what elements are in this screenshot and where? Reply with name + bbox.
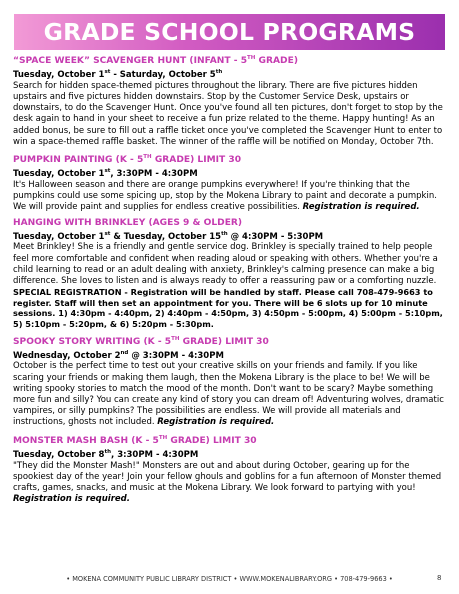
program-title: MONSTER MASH BASH (K - 5TH GRADE) LIMIT 30: [13, 434, 257, 446]
page-number: 8: [437, 574, 442, 582]
program-title: HANGING WITH BRINKLEY (AGES 9 & OLDER): [13, 217, 243, 228]
program-date: Tuesday, October 8th, 3:30PM - 4:30PM: [13, 448, 199, 460]
program-title: PUMPKIN PAINTING (K - 5TH GRADE) LIMIT 30: [13, 154, 242, 166]
footer-contact: • MOKENA COMMUNITY PUBLIC LIBRARY DISTRICT • WWW.MOKENALIBRARY.ORG • 708-479-9663 •: [66, 575, 393, 583]
registration-note: Registration is required.: [302, 202, 420, 213]
program-spooky-story: [13, 334, 445, 429]
programs-list: [13, 53, 445, 509]
program-description: Search for hidden space-themed pictures throughout the library. There are five pictures hidden upstairs and five pictures hidden downstairs. Stop by the Customer Service Desk, upstairs or downstairs, to do the Scavenger Hunt. Once you've found all ten pictures, don't forget to stop by the desk again to hand in your sheet to receive a fun prize related to the theme. Happy hunting! As an added bonus, be sure to fill out a raffle ticket once you've completed the Scavenger Hunt to enter to win a space-themed raffle basket. The winner of the raffle will be notified on Monday, October 7th.: [13, 80, 443, 147]
program-title: “SPACE WEEK” SCAVENGER HUNT (INFANT - 5TH GRADE): [13, 55, 298, 67]
program-date: Tuesday, October 1st - Saturday, October 5th: [13, 69, 223, 80]
program-date: Wednesday, October 2nd @ 3:30PM - 4:30PM: [13, 349, 224, 361]
program-pumpkin-painting: [13, 152, 445, 213]
program-description: October is the perfect time to test out your creative skills on your friends and family. If you like scaring your friends or making them laugh, then the Mokena Library is the place to be! We will be writing spooky stories to match the mood of the month. Don't want to be scary? Maybe something more fun and silly? You can create any kind of story you can dream of! Adventuring wolves, dramatic vampires, or silly pumpkins? The possibilities are endless. We will provide all materials and instructions, ghosts not included. Registration is required.: [13, 361, 444, 428]
program-space-week: [13, 53, 445, 148]
registration-note: Registration is required.: [157, 417, 275, 428]
special-registration-note: SPECIAL REGISTRATION - Registration will be handled by staff. Please call 708-479-9663 to register. Staff will then set an appointment for you. There will be 6 slots up for 10 minute sessions. 1) 4:30pm - 4:40pm, 2) 4:40pm - 4:50pm, 3) 4:50pm - 5:00pm, 4) 5:00pm - 5:10pm, 5) 5:10pm - 5:20pm, & 6) 5:20pm - 5:30pm.: [13, 287, 443, 329]
program-monster-mash: [13, 433, 445, 506]
header-banner: [14, 14, 445, 50]
registration-note: Registration is required.: [13, 494, 130, 505]
program-title: SPOOKY STORY WRITING (K - 5TH GRADE) LIMIT 30: [13, 335, 269, 347]
program-brinkley: [13, 218, 445, 330]
program-description: It's Halloween season and there are orange pumpkins everywhere! If you're thinking that the pumpkins could use some spicing up, stop by the Mokena Library to paint and decorate a pumpkin. We will provide paint and supplies for endless creative possibilities. Registration is required.: [13, 179, 437, 213]
program-description: Meet Brinkley! She is a friendly and gentle service dog. Brinkley is specially trained to help people feel more comfortable and confident when reading aloud or speaking with others. Whether you're a child learning to read or an adult dealing with anxiety, Brinkley's calming presence can make a big difference. She loves to listen and is always ready to offer a reassuring paw or a comforting nuzzle.: [13, 242, 438, 286]
program-description: "They did the Monster Mash!" Monsters are out and about during October, gearing up for the spookiest day of the year! Join your fellow ghouls and goblins for a fun afternoon of Monster themed crafts, games, snacks, and music at the Mokena Library. We look forward to partying with you! Registration is required.: [13, 460, 442, 505]
program-date: Tuesday, October 1st, 3:30PM - 4:30PM: [13, 168, 198, 179]
page-title: GRADE SCHOOL PROGRAMS: [43, 18, 416, 46]
program-date: Tuesday, October 1st & Tuesday, October 15th @ 4:30PM - 5:30PM: [13, 230, 324, 242]
